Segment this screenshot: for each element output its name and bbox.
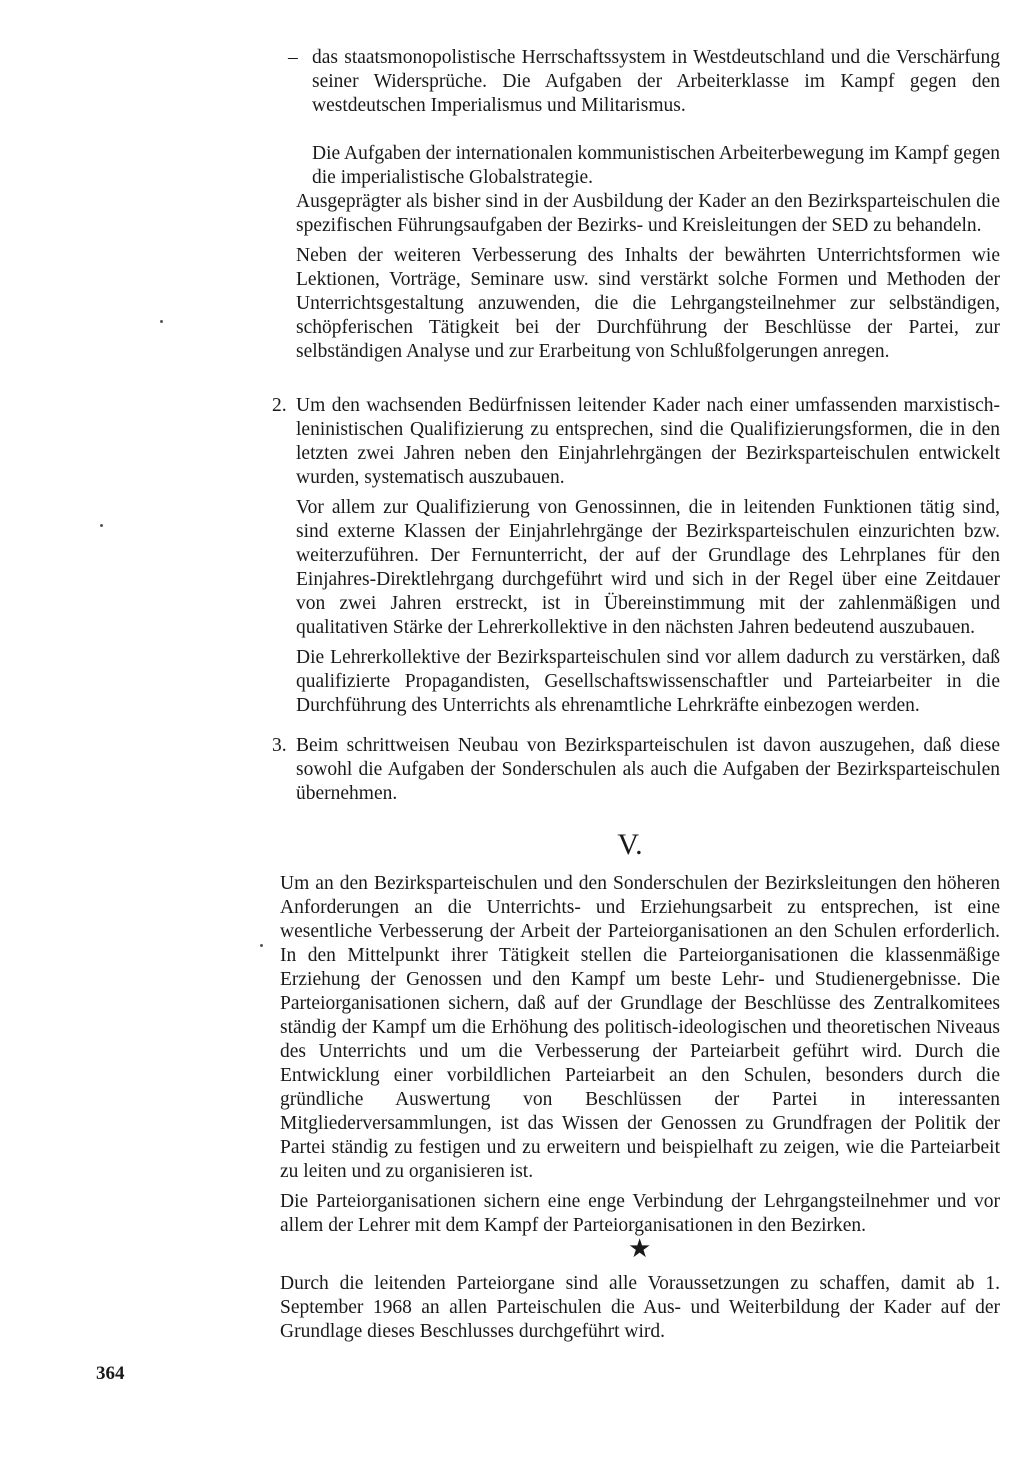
item-follow-paragraph: Die Lehrerkollektive der Bezirksparteischulen sind vor allem dadurch zu verstärken, daß qualifizierte Propagandisten, Gesellschaftswissenschaftler und Parteiarbeiter in die Durchführung des Unterrichts als ehrenamtliche Lehrkräfte einbezogen werden. bbox=[296, 647, 1000, 716]
dash-list bbox=[288, 46, 1000, 118]
scan-speck bbox=[100, 524, 103, 527]
numbered-item-2 bbox=[272, 394, 1000, 718]
continuation-block bbox=[296, 190, 1000, 370]
section-paragraph: Um an den Bezirksparteischulen und den Sonderschulen der Bezirksleitungen den höheren Anforderungen an die Unterrichts- und Erziehungsarbeit zu entsprechen, ist eine wesentliche Verbesserung der Arbeit der Parteiorganisationen an den Schulen erforderlich. In den Mittelpunkt ihrer Tätigkeit stellen die Parteiorganisationen die klassenmäßige Erziehung der Genossen und den Kampf um beste Lehr- und Studienergebnisse. Die Parteiorganisationen sichern, daß auf der Grundlage der Beschlüsse des Zentralkomitees ständig der Kampf um die Erhöhung des politisch-ideologischen und theoretischen Niveaus des Unterrichts und um die Verbesserung der Parteiarbeit geführt wird. Durch die Entwicklung einer vorbildlichen Parteiarbeit an den Schulen, besonders durch die gründliche Auswertung von Beschlüssen der Partei in interessanten Mitgliederversammlungen, ist das Wissen der Genossen zu Grundfragen der Politik der Partei ständig zu festigen und zu erweitern und beispielhaft zu zeigen, wie die Parteiarbeit zu leiten und zu organisieren ist. bbox=[280, 873, 1000, 1182]
section-paragraph: Die Parteiorganisationen sichern eine enge Verbindung der Lehrgangsteilnehmer und vor allem der Lehrer mit dem Kampf der Parteiorganisationen in den Bezirken. bbox=[280, 1191, 1000, 1236]
numbered-item-3 bbox=[272, 734, 1000, 806]
scan-speck bbox=[260, 944, 263, 947]
scan-speck bbox=[160, 320, 163, 323]
dash-mark: – bbox=[288, 47, 298, 68]
section-heading: V. bbox=[617, 828, 643, 861]
item-text: Um den wachsenden Bedürfnissen leitender Kader nach einer umfassenden marxistisch-leninistischen Qualifizierung zu entsprechen, sind die Qualifizierungsformen, die in den letzten zwei Jahren neben den Einjahrlehrgängen der Bezirksparteischulen entwickelt wurden, systematisch auszubauen. bbox=[296, 395, 1000, 488]
paragraph-kader: Ausgeprägter als bisher sind in der Ausbildung der Kader an den Bezirksparteischulen die spezifischen Führungsaufgaben der Bezirks- und Kreisleitungen der SED zu behandeln. bbox=[296, 191, 1000, 236]
dash-item-text: das staatsmonopolistische Herrschaftssystem in Westdeutschland und die Verschärfung seiner Widersprüche. Die Aufgaben der Arbeiterklasse im Kampf gegen den westdeutschen Imperialismus und Militarismus. bbox=[312, 47, 1000, 116]
dash-sub-paragraph: Die Aufgaben der internationalen kommunistischen Arbeiterbewegung im Kampf gegen die imperialistische Globalstrategie. bbox=[312, 143, 1000, 188]
final-paragraph: Durch die leitenden Parteiorgane sind alle Voraussetzungen zu schaffen, damit ab 1. September 1968 an allen Parteischulen die Aus- und Weiterbildung der Kader auf der Grundlage dieses Beschlusses durchgeführt wird. bbox=[280, 1273, 1000, 1342]
item-number: 3. bbox=[272, 735, 287, 756]
star-separator: ★ bbox=[628, 1234, 652, 1263]
page-number: 364 bbox=[96, 1363, 125, 1384]
section-v-body bbox=[280, 872, 1000, 1244]
paragraph-formen: Neben der weiteren Verbesserung des Inhalts der bewährten Unterrichtsformen wie Lektionen, Vorträge, Seminare usw. sind verstärkt solche Formen und Methoden der Unterrichtsgestaltung anzuwenden, die die Lehrgangsteilnehmer zur selbständigen, schöpferischen Tätigkeit bei der Durchführung der Beschlüsse der Partei, zur selbständigen Analyse und zur Erarbeitung von Schlußfolgerungen anregen. bbox=[296, 245, 1000, 362]
item-follow-paragraph: Vor allem zur Qualifizierung von Genossinnen, die in leitenden Funktionen tätig sind, sind externe Klassen der Einjahrlehrgänge der Bezirksparteischulen einzurichten bzw. weiterzuführen. Der Fernunterricht, der auf der Grundlage des Lehrplanes für den Einjahres-Direktlehrgang durchgeführt wird und sich in der Regel über eine Zeitdauer von zwei Jahren erstreckt, ist in Übereinstimmung mit der zahlenmäßigen und qualitativen Stärke der Lehrerkollektive in den nächsten Jahren bedeutend auszubauen. bbox=[296, 497, 1000, 638]
item-number: 2. bbox=[272, 395, 287, 416]
item-text: Beim schrittweisen Neubau von Bezirksparteischulen ist davon auszugehen, daß diese sowohl die Aufgaben der Sonderschulen als auch die Aufgaben der Bezirksparteischulen übernehmen. bbox=[296, 735, 1000, 804]
dash-item bbox=[288, 46, 1000, 118]
